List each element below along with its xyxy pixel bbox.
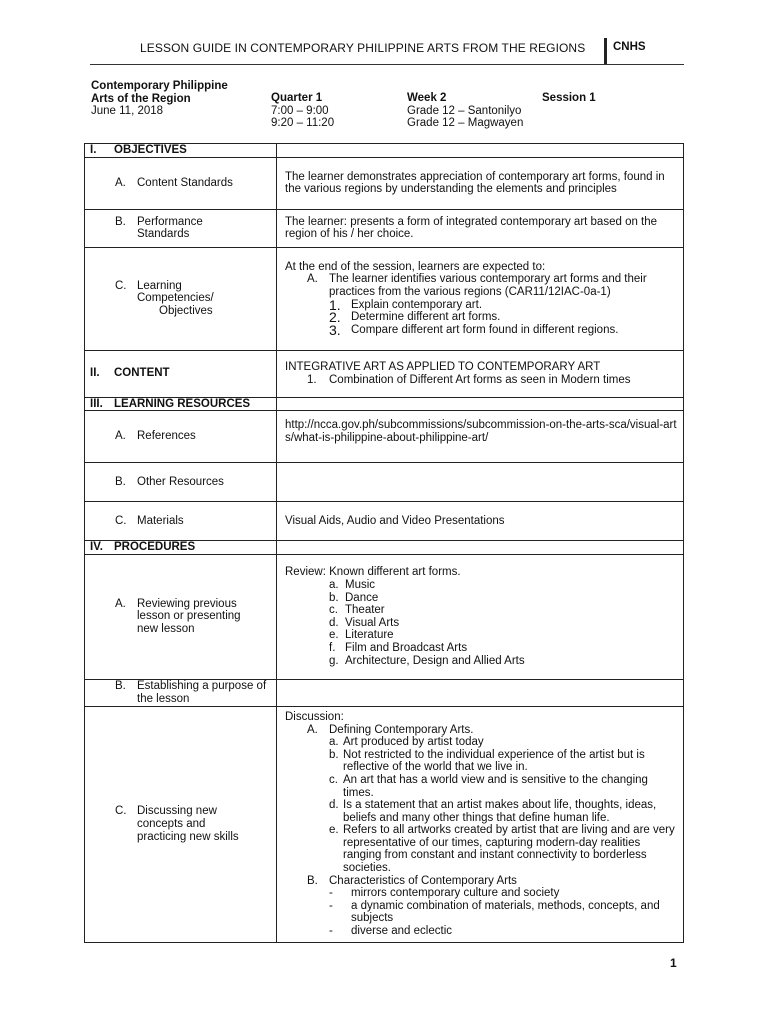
lesson-guide-table bbox=[84, 143, 684, 943]
list-item: d. Visual Arts bbox=[329, 616, 400, 629]
header-divider bbox=[604, 38, 607, 65]
list-item: e. Literature bbox=[329, 629, 394, 642]
school-name: CNHS bbox=[613, 41, 646, 53]
list-item: d. Is a statement that an artist makes about life, thoughts, ideas, beliefs and many other things that define human life. bbox=[329, 799, 657, 824]
row-content-standards bbox=[85, 157, 684, 209]
time-slot-1: 7:00 – 9:00 bbox=[271, 104, 329, 117]
label-learning-competencies: C. Learning Competencies/ Objectives bbox=[115, 279, 214, 317]
label-other-resources: B. Other Resources bbox=[115, 475, 224, 488]
header-rule bbox=[90, 64, 684, 65]
label-performance-standards: B. Performance Standards bbox=[115, 215, 203, 241]
quarter: Quarter 1 bbox=[271, 92, 323, 104]
list-item: g. Architecture, Design and Allied Arts bbox=[329, 654, 525, 667]
content-standards-text: The learner demonstrates appreciation of contemporary art forms, found in the various regions by understanding the elements and principles bbox=[277, 157, 684, 209]
section-1: Grade 12 – Santonilyo bbox=[407, 104, 522, 117]
label-materials: C. Materials bbox=[115, 514, 184, 527]
subject-line-1: Contemporary Philippine bbox=[91, 80, 228, 92]
time-slot-2: 9:20 – 11:20 bbox=[271, 117, 335, 129]
week: Week 2 bbox=[407, 92, 447, 104]
label-establishing-purpose: B. Establishing a purpose of the lesson bbox=[115, 680, 267, 705]
label-content-standards: A. Content Standards bbox=[115, 176, 233, 189]
quarter-block bbox=[271, 92, 334, 130]
section-heading-objectives: I. OBJECTIVES bbox=[85, 144, 277, 158]
label-reviewing-lesson: A. Reviewing previous lesson or presenting new lesson bbox=[115, 597, 241, 636]
label-references: A. References bbox=[115, 430, 196, 443]
performance-standards-text: The learner: presents a form of integrated contemporary art based on the region of his / her choice. bbox=[277, 209, 684, 247]
week-block bbox=[407, 92, 523, 130]
row-references bbox=[85, 411, 684, 463]
section-row-objectives bbox=[85, 144, 684, 158]
row-other-resources bbox=[85, 463, 684, 502]
row-establishing-purpose bbox=[85, 679, 684, 706]
section-heading-procedures: IV. PROCEDURES bbox=[85, 541, 277, 555]
section-2: Grade 12 – Magwayen bbox=[407, 117, 524, 129]
content-text: INTEGRATIVE ART AS APPLIED TO CONTEMPORARY ART 1. Combination of Different Art forms as seen in Modern times bbox=[277, 350, 684, 397]
list-item: e. Refers to all artworks created by artist that are living and are very representative of our times, capturing modern-day realities ranging from constant and instant connectivity to borderless societies. bbox=[329, 824, 675, 875]
section-row-content bbox=[85, 350, 684, 397]
session: Session 1 bbox=[542, 92, 596, 104]
page-number: 1 bbox=[670, 956, 677, 970]
list-item: c. An art that has a world view and is sensitive to the changing times. bbox=[329, 773, 648, 799]
list-item: 1. Explain contemporary art. bbox=[329, 296, 483, 313]
row-reviewing-lesson bbox=[85, 554, 684, 679]
row-performance-standards bbox=[85, 209, 684, 247]
row-materials bbox=[85, 502, 684, 541]
list-item: c. Theater bbox=[329, 604, 385, 617]
list-item: 2. Determine different art forms. bbox=[329, 309, 501, 326]
list-item: - diverse and eclectic bbox=[329, 925, 452, 938]
references-link[interactable]: http://ncca.gov.ph/subcommissions/subcommission-on-the-arts-sca/visual-arts/what-is-philippine-about-philippine-art/ bbox=[285, 419, 677, 444]
list-item: 3. Compare different art form found in different regions. bbox=[329, 321, 619, 338]
materials-text: Visual Aids, Audio and Video Presentations bbox=[277, 502, 684, 541]
list-item: - mirrors contemporary culture and society bbox=[329, 887, 560, 900]
subject-line-2: Arts of the Region bbox=[91, 92, 191, 105]
lesson-date: June 11, 2018 bbox=[91, 105, 164, 117]
row-discussing-concepts bbox=[85, 706, 684, 942]
list-item: f. Film and Broadcast Arts bbox=[329, 641, 468, 654]
list-item: a. Art produced by artist today bbox=[329, 736, 484, 749]
document-header-title: LESSON GUIDE IN CONTEMPORARY PHILIPPINE ARTS FROM THE REGIONS bbox=[140, 41, 586, 55]
review-text: Review: Known different art forms. a. Music b. Dance c. Theater d. Visual Arts e. Literature f. Film and Broadcast Arts g. Architecture, Design and Allied Arts bbox=[277, 554, 684, 679]
list-item: - a dynamic combination of materials, methods, concepts, and subjects bbox=[329, 899, 660, 925]
section-heading-resources: III. LEARNING RESOURCES bbox=[85, 397, 277, 411]
section-row-procedures bbox=[85, 541, 684, 555]
learning-competencies-text: At the end of the session, learners are expected to: A. The learner identifies various contemporary art forms and their practices from the various regions (CAR11/12IAC-0a-1) 1. Explain contemporary art. 2. Determine different art forms. 3. Compare different art form found in different regions. bbox=[277, 247, 684, 350]
label-discussing-concepts: C. Discussing new concepts and practicing new skills bbox=[115, 805, 239, 843]
row-learning-competencies bbox=[85, 247, 684, 350]
subject-block bbox=[91, 80, 228, 118]
list-item: a. Music bbox=[329, 579, 376, 591]
section-heading-content: II. CONTENT bbox=[85, 350, 277, 397]
section-row-resources bbox=[85, 397, 684, 411]
discussion-text: Discussion: A. Defining Contemporary Arts. a. Art produced by artist today b. Not restricted to the individual experience of the artist but is reflective of the world that we live in. c. An art that has a world view and is sensitive to the changing times. d. Is a statement that an artist makes about life, thoughts, ideas, beliefs and many other things that define human life. e. Refers to all artworks created by artist that are living and are very representative of our times, capturing modern-day realities ranging from constant and instant connectivity to borderless societies. B. Characteristics of Contemporary Arts - mirrors contemporary culture and society - a dynamic combination of materials, methods, concepts, and subjects - diverse and eclectic bbox=[277, 706, 684, 942]
list-item: b. Dance bbox=[329, 591, 379, 604]
list-item: b. Not restricted to the individual experience of the artist but is reflective of the world that we live in. bbox=[329, 748, 645, 774]
